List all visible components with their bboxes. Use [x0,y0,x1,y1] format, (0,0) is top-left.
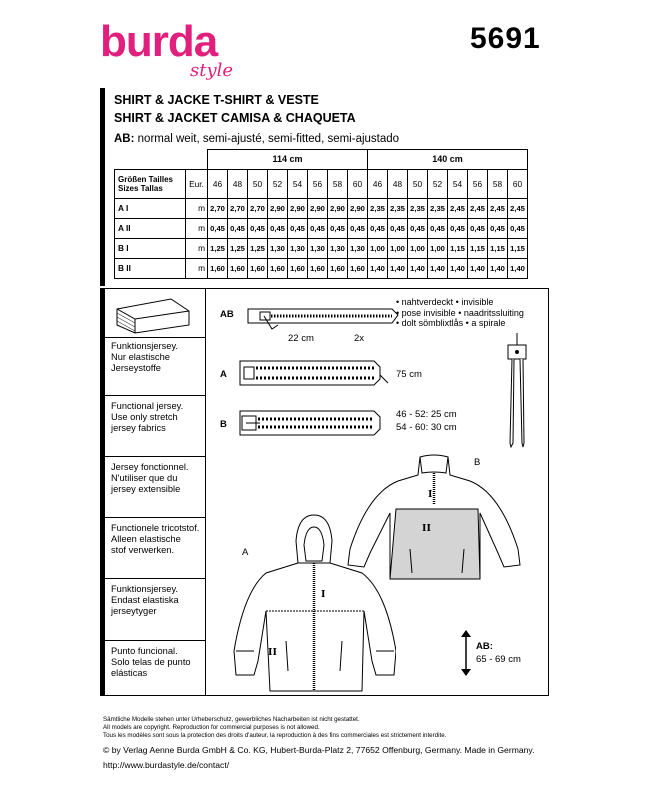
size-header-cell: 46 [208,169,228,198]
eur-label: Eur. [186,169,208,198]
yardage-cell: 1,30 [288,238,308,258]
yardage-cell: 0,45 [428,218,448,238]
yardage-cell: 1,30 [348,238,368,258]
publisher-line: © by Verlag Aenne Burda GmbH & Co. KG, Hubert-Burda-Platz 2, 77652 Offenburg, Germany. Made in Germany. [103,745,535,755]
size-header-cell: 48 [228,169,248,198]
length-label: AB: [476,641,493,652]
zip-type-2: • pose invisible • naadritssluiting [396,308,524,319]
yardage-cell: 1,00 [428,238,448,258]
yardage-cell: 1,40 [388,258,408,278]
fabric-text-fr: Jersey fonctionnel. N'utiliser que du jersey extensible [111,462,189,494]
notion-a-label: A [220,369,227,380]
yardage-cell: 2,45 [488,198,508,218]
yardage-cell: 2,45 [508,198,528,218]
yardage-cell: 0,45 [268,218,288,238]
size-header-cell: 54 [448,169,468,198]
yardage-cell: 2,90 [288,198,308,218]
zip-type-list [396,297,524,329]
needle-icon [502,333,532,449]
yardage-cell: 2,35 [428,198,448,218]
yardage-cell: 1,30 [328,238,348,258]
size-header-cell: 56 [468,169,488,198]
yardage-cell: 1,60 [248,258,268,278]
row-unit: m [186,198,208,218]
yardage-cell: 1,00 [368,238,388,258]
brand-logo-sub: style [190,60,234,81]
notion-b-length-2: 54 - 60: 30 cm [396,422,457,433]
fit-description [114,133,399,145]
yardage-cell: 2,90 [268,198,288,218]
yardage-cell: 1,60 [228,258,248,278]
table-row [115,198,528,218]
size-header-cell: 50 [408,169,428,198]
size-header-cell: 58 [488,169,508,198]
view-b-piece-ii: II [422,523,431,534]
row-label: B I [115,238,186,258]
length-value: 65 - 69 cm [476,654,521,665]
yardage-cell: 2,35 [408,198,428,218]
yardage-cell: 1,40 [428,258,448,278]
row-label: B II [115,258,186,278]
jacket-b-drawing [340,449,530,595]
yardage-cell: 1,15 [468,238,488,258]
yardage-cell: 1,15 [488,238,508,258]
view-a-piece-ii: II [268,647,277,658]
yardage-table [114,149,528,279]
size-header-cell: 56 [308,169,328,198]
yardage-cell: 1,40 [408,258,428,278]
notion-ab-label: AB [220,309,234,320]
yardage-cell: 2,35 [368,198,388,218]
yardage-cell: 0,45 [328,218,348,238]
yardage-cell: 0,45 [468,218,488,238]
zipper-a-icon [234,357,394,391]
view-a-piece-i: I [321,589,326,600]
table-size-row [115,169,528,198]
row-unit: m [186,238,208,258]
view-b-piece-i: I [428,489,433,500]
yardage-cell: 0,45 [488,218,508,238]
title-line-2: SHIRT & JACKET CAMISA & CHAQUETA [114,111,356,125]
width-114-header: 114 cm [208,150,368,170]
yardage-cell: 2,90 [308,198,328,218]
yardage-cell: 1,00 [408,238,428,258]
fabric-column [105,288,206,696]
title-bar [100,88,105,286]
table-row [115,258,528,278]
size-header-cell: 52 [268,169,288,198]
table-row [115,218,528,238]
yardage-cell: 1,00 [388,238,408,258]
row-label: A I [115,198,186,218]
table-width-header-row [115,150,528,170]
size-header-cell: 48 [388,169,408,198]
yardage-cell: 1,40 [468,258,488,278]
zip-type-3: • dolt sömblixtlås • a spirale [396,318,524,329]
notion-ab-length: 22 cm [288,333,314,344]
yardage-cell: 1,30 [268,238,288,258]
yardage-cell: 1,15 [508,238,528,258]
yardage-cell: 1,60 [348,258,368,278]
yardage-cell: 1,30 [308,238,328,258]
notions-and-views [206,288,549,696]
notion-ab-qty: 2x [354,333,365,344]
yardage-cell: 1,60 [288,258,308,278]
fabric-text-es: Punto funcional. Solo telas de punto elásticas [111,646,191,678]
yardage-cell: 0,45 [388,218,408,238]
sizes-label: Größen Tailles Sizes Tallas [115,169,186,198]
row-unit: m [186,258,208,278]
yardage-cell: 1,15 [448,238,468,258]
pattern-number: 5691 [470,22,541,55]
notice-fr: Tous les modèles sont sous la protection des droits d'auteur, la reproduction à des fins commerciales est strictement interdite. [103,732,447,739]
yardage-cell: 2,90 [328,198,348,218]
yardage-cell: 0,45 [308,218,328,238]
yardage-cell: 0,45 [208,218,228,238]
size-header-cell: 50 [248,169,268,198]
yardage-cell: 1,40 [508,258,528,278]
yardage-cell: 0,45 [348,218,368,238]
yardage-cell: 1,60 [208,258,228,278]
notion-b-length-1: 46 - 52: 25 cm [396,409,457,420]
yardage-cell: 1,25 [228,238,248,258]
brand-logo: burda [100,17,218,66]
yardage-cell: 1,25 [248,238,268,258]
yardage-cell: 2,70 [208,198,228,218]
yardage-cell: 2,70 [228,198,248,218]
yardage-cell: 0,45 [228,218,248,238]
view-b-label: B [474,457,481,468]
yardage-cell: 2,45 [468,198,488,218]
title-line-1: SHIRT & JACKE T-SHIRT & VESTE [114,93,319,107]
fabric-text-nl: Functionele tricotstof. Alleen elastische stof verwerken. [111,523,200,555]
yardage-cell: 2,35 [388,198,408,218]
notion-b-label: B [220,419,227,430]
size-header-cell: 52 [428,169,448,198]
size-header-cell: 46 [368,169,388,198]
zipper-ab-icon [242,303,402,333]
zipper-b-icon [234,407,394,441]
yardage-cell: 1,60 [268,258,288,278]
size-header-cell: 58 [328,169,348,198]
fit-code: AB: [114,133,135,145]
copyright-notice [103,716,446,740]
fabric-text-en: Functional jersey. Use only stretch jersey fabrics [111,401,184,433]
zip-type-1: • nahtverdeckt • invisible [396,297,524,308]
yardage-cell: 0,45 [408,218,428,238]
size-header-cell: 54 [288,169,308,198]
yardage-cell: 0,45 [508,218,528,238]
yardage-cell: 1,60 [328,258,348,278]
fabric-swatch-icon [113,295,195,335]
size-header-cell: 60 [508,169,528,198]
yardage-cell: 1,25 [208,238,228,258]
fit-text: normal weit, semi-ajusté, semi-fitted, semi-ajustado [134,133,400,145]
yardage-cell: 0,45 [288,218,308,238]
length-arrow-icon [460,629,472,677]
yardage-cell: 0,45 [448,218,468,238]
yardage-cell: 2,70 [248,198,268,218]
yardage-cell: 1,40 [368,258,388,278]
yardage-cell: 1,40 [448,258,468,278]
width-140-header: 140 cm [368,150,528,170]
contact-link[interactable]: http://www.burdastyle.de/contact/ [103,760,230,770]
yardage-cell: 0,45 [248,218,268,238]
view-a-label: A [242,547,249,558]
fabric-text-de: Funktionsjersey. Nur elastische Jerseystoffe [111,341,178,373]
table-row [115,238,528,258]
yardage-cell: 2,90 [348,198,368,218]
yardage-cell: 2,45 [448,198,468,218]
yardage-cell: 1,40 [488,258,508,278]
notion-a-length: 75 cm [396,369,422,380]
notice-en: All models are copyright. Reproduction for commercial purposes is not allowed. [103,724,320,731]
notice-de: Sämtliche Modelle stehen unter Urheberschutz, gewerbliches Nacharbeiten ist nicht gestattet. [103,716,360,723]
fabric-text-sv: Funktionsjersey. Endast elastiska jerseytyger [111,584,179,616]
row-unit: m [186,218,208,238]
yardage-cell: 1,60 [308,258,328,278]
row-label: A II [115,218,186,238]
yardage-cell: 0,45 [368,218,388,238]
size-header-cell: 60 [348,169,368,198]
